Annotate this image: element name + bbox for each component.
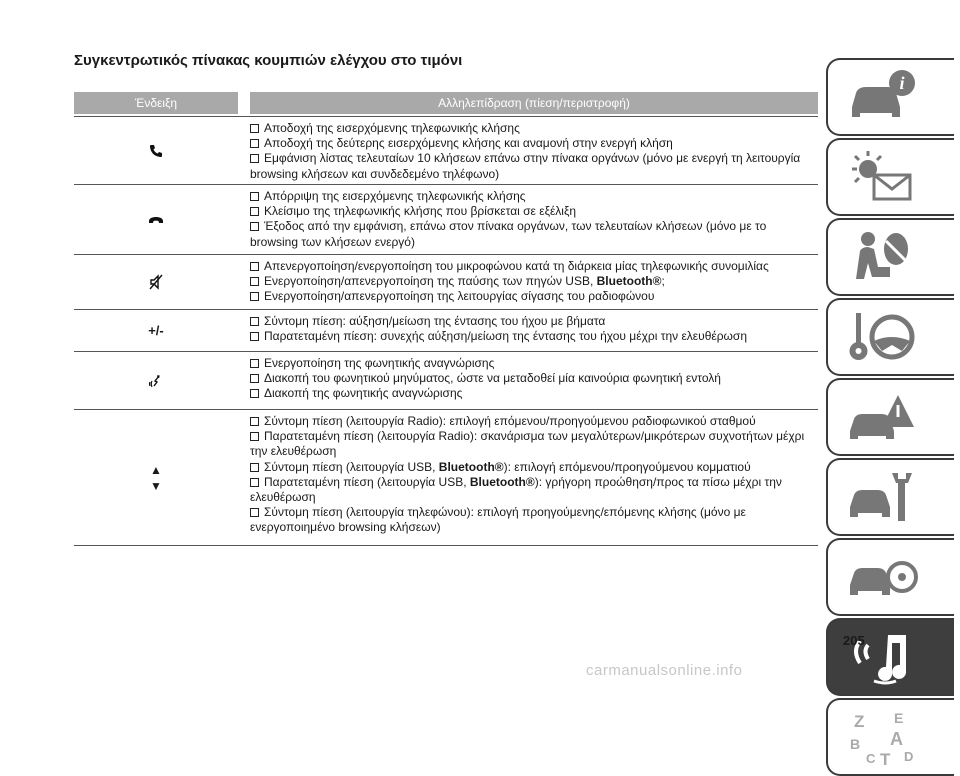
list-item-cont: την ελευθέρωση xyxy=(250,444,337,459)
interaction-cell xyxy=(250,352,818,409)
list-item: Σύντομη πίεση (λειτουργία τηλεφώνου): επιλογή προηγούμενης/επόμενης κλήσης (μόνο με xyxy=(250,505,818,520)
index-letter: D xyxy=(904,749,914,764)
checkbox-bullet xyxy=(250,262,259,271)
checkbox-bullet xyxy=(250,432,259,441)
controls-table xyxy=(74,92,818,546)
list-item: Ενεργοποίηση/απενεργοποίηση της παύσης των πηγών USB, Bluetooth®; xyxy=(250,274,818,289)
watermark: carmanualsonline.info xyxy=(586,662,743,679)
bluetooth-brand: Bluetooth® xyxy=(596,274,662,289)
symbol-cell xyxy=(74,410,238,545)
tab-technical-data[interactable] xyxy=(826,538,954,616)
tab-safety[interactable] xyxy=(826,218,954,296)
header-interaction: Αλληλεπίδραση (πίεση/περιστροφή) xyxy=(250,92,818,114)
index-letter: T xyxy=(880,750,891,767)
tab-multimedia[interactable] xyxy=(826,618,954,696)
list-item: Διακοπή του φωνητικού μηνύματος, ώστε να μεταδοθεί μία καινούρια φωνητική εντολή xyxy=(250,371,818,386)
arrow-down-icon: ▼ xyxy=(150,478,162,493)
tab-warning-lights[interactable] xyxy=(826,138,954,216)
table-row xyxy=(74,185,818,255)
list-item: Διακοπή της φωνητικής αναγνώρισης xyxy=(250,386,818,401)
wrench-car-icon xyxy=(846,467,920,527)
key-steering-icon xyxy=(846,307,920,367)
list-item: Αποδοχή της δεύτερης εισερχόμενης κλήσης και αναμονή στην ενεργή κλήση xyxy=(250,136,818,151)
bluetooth-brand: Bluetooth® xyxy=(469,474,535,489)
checkbox-bullet xyxy=(250,124,259,133)
checkbox-bullet xyxy=(250,374,259,383)
svg-text:i: i xyxy=(899,73,905,93)
list-item: Σύντομη πίεση (λειτουργία Radio): επιλογή επόμενου/προηγούμενου ραδιοφωνικού σταθμού xyxy=(250,414,818,429)
header-indication: Ένδειξη xyxy=(74,92,238,114)
mute-icon xyxy=(148,274,164,290)
list-item: Έξοδος από την εμφάνιση, επάνω στον πίνακα οργάνων, των τελευταίων κλήσεων (μόνο με το xyxy=(250,219,818,234)
index-letter: B xyxy=(850,736,861,752)
interaction-cell xyxy=(250,117,818,184)
checkbox-bullet xyxy=(250,359,259,368)
table-row xyxy=(74,410,818,546)
phone-hangup-icon xyxy=(148,214,164,226)
car-road-warning-icon xyxy=(846,387,920,447)
seat-airbag-icon xyxy=(846,227,920,287)
checkbox-bullet xyxy=(250,508,259,517)
list-item: Αποδοχή της εισερχόμενης τηλεφωνικής κλήσης xyxy=(250,121,818,136)
table-row xyxy=(74,352,818,410)
list-item-cont: ελευθέρωση xyxy=(250,490,316,505)
alphabetical-index-icon xyxy=(846,707,920,767)
interaction-cell xyxy=(250,255,818,309)
list-item: Σύντομη πίεση (λειτουργία USB, Bluetooth®): επιλογή επόμενου/προηγούμενου κομματιού xyxy=(250,460,818,475)
bluetooth-brand: Bluetooth® xyxy=(438,459,504,474)
list-item: Παρατεταμένη πίεση (λειτουργία Radio): σκανάρισμα των μεγαλύτερων/μικρότερων συχνοτήτων μέχρι xyxy=(250,429,818,444)
index-letter: C xyxy=(866,751,876,766)
list-item: Κλείσιμο της τηλεφωνικής κλήσης που βρίσκεται σε εξέλιξη xyxy=(250,204,818,219)
list-item-cont: browsing κλήσεων και συνδεδεμένο τηλέφωνο) xyxy=(250,166,500,181)
checkbox-bullet xyxy=(250,463,259,472)
list-item-cont: ενεργοποιημένο browsing κλήσεων) xyxy=(250,520,441,535)
list-item: Απόρριψη της εισερχόμενης τηλεφωνικής κλήσης xyxy=(250,189,818,204)
list-item: Εμφάνιση λίστας τελευταίων 10 κλήσεων επάνω στην πίνακα οργάνων (μόνο με ενεργή τη λειτουργία xyxy=(250,151,818,166)
list-item: Ενεργοποίηση/απενεργοποίηση της λειτουργίας σίγασης του ραδιοφώνου xyxy=(250,289,818,304)
car-documents-icon xyxy=(846,547,920,607)
car-info-icon xyxy=(846,67,920,127)
table-row xyxy=(74,255,818,310)
symbol-cell xyxy=(74,185,238,254)
checkbox-bullet xyxy=(250,317,259,326)
symbol-cell xyxy=(74,352,238,409)
symbol-cell xyxy=(74,117,238,184)
checkbox-bullet xyxy=(250,139,259,148)
page-title: Συγκεντρωτικός πίνακας κουμπιών ελέγχου στο τιμόνι xyxy=(74,52,463,69)
checkbox-bullet xyxy=(250,332,259,341)
checkbox-bullet xyxy=(250,292,259,301)
interaction-cell xyxy=(250,185,818,254)
index-letter: A xyxy=(890,729,903,749)
list-item: Παρατεταμένη πίεση (λειτουργία USB, Bluetooth®): γρήγορη προώθηση/προς τα πίσω μέχρι την xyxy=(250,475,818,490)
checkbox-bullet xyxy=(250,192,259,201)
tab-starting-driving[interactable] xyxy=(826,298,954,376)
checkbox-bullet xyxy=(250,478,259,487)
checkbox-bullet xyxy=(250,154,259,163)
checkbox-bullet xyxy=(250,207,259,216)
interaction-cell xyxy=(250,310,818,351)
tab-index[interactable] xyxy=(826,698,954,776)
list-item: Ενεργοποίηση της φωνητικής αναγνώρισης xyxy=(250,356,818,371)
index-letter: Z xyxy=(854,712,865,731)
tab-maintenance[interactable] xyxy=(826,458,954,536)
table-row xyxy=(74,310,818,352)
page-number: 205 xyxy=(843,633,865,648)
list-item-cont: browsing των κλήσεων ενεργό) xyxy=(250,234,415,249)
warning-light-message-icon xyxy=(846,147,920,207)
interaction-cell xyxy=(250,410,818,545)
checkbox-bullet xyxy=(250,417,259,426)
checkbox-bullet xyxy=(250,389,259,398)
checkbox-bullet xyxy=(250,277,259,286)
checkbox-bullet xyxy=(250,222,259,231)
list-item: Παρατεταμένη πίεση: συνεχής αύξηση/μείωση της έντασης του ήχου μέχρι την ελευθέρωση xyxy=(250,329,818,344)
tab-emergency[interactable] xyxy=(826,378,954,456)
list-item: Απενεργοποίηση/ενεργοποίηση του μικροφώνου κατά τη διάρκεια μίας τηλεφωνικής συνομιλίας xyxy=(250,259,818,274)
index-letter: E xyxy=(894,710,904,726)
voice-command-icon xyxy=(148,372,164,390)
arrow-up-icon: ▲ xyxy=(150,462,162,477)
tab-car-info[interactable] xyxy=(826,58,954,136)
phone-answer-icon xyxy=(148,143,164,159)
volume-symbol: +/- xyxy=(148,323,164,338)
table-row xyxy=(74,117,818,185)
table-header xyxy=(74,92,818,114)
list-item: Σύντομη πίεση: αύξηση/μείωση της έντασης του ήχου με βήματα xyxy=(250,314,818,329)
symbol-cell xyxy=(74,255,238,309)
